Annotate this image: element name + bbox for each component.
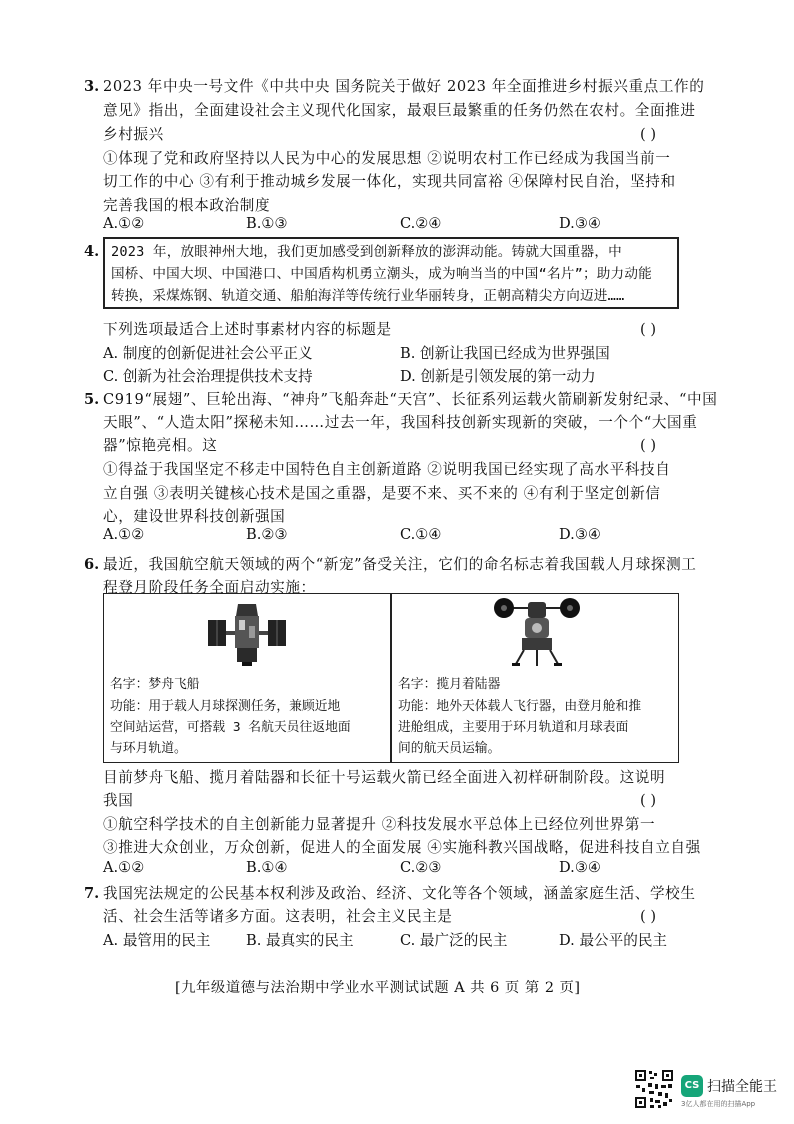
q6-statement-2: ③推进大众创业，万众创新，促进人的全面发展 ④实施科教兴国战略，促进科技自立自强 bbox=[103, 839, 701, 856]
q4-option-d[interactable]: D. 创新是引领发展的第一动力 bbox=[400, 368, 596, 385]
q4-stem: 下列选项最适合上述时事素材内容的标题是 bbox=[103, 321, 392, 338]
q7-option-a[interactable]: A. 最管用的民主 bbox=[103, 932, 211, 949]
q5-answer-blank[interactable]: ( ) bbox=[640, 437, 657, 454]
q7-option-c[interactable]: C. 最广泛的民主 bbox=[400, 932, 508, 949]
q4-material-line-3: 转换，采煤炼钢、轨道交通、船舶海洋等传统行业华丽转身，正朝高精尖方向迈进…… bbox=[111, 288, 625, 304]
q5-statement-2: 立自强 ③表明关键核心技术是国之重器，是要不来、买不来的 ④有利于坚定创新信 bbox=[103, 485, 661, 502]
lanyue-lander-image bbox=[492, 596, 582, 668]
q5-number: 5. bbox=[84, 391, 100, 408]
q5-option-c[interactable]: C.①④ bbox=[400, 526, 442, 543]
q3-line-2: 意见》指出，全面建设社会主义现代化国家，最艰巨最繁重的任务仍然在农村。全面推进 bbox=[103, 102, 696, 119]
q6-after-line-1: 目前梦舟飞船、揽月着陆器和长征十号运载火箭已经全面进入初样研制阶段。这说明 bbox=[103, 769, 666, 786]
q5-line-1: C919“展翅”、巨轮出海、“神舟”飞船奔赴“天宫”、长征系列运载火箭刷新发射纪录、“中国 bbox=[103, 391, 718, 408]
q3-option-a[interactable]: A.①② bbox=[103, 215, 145, 232]
lanyue-function-3: 间的航天员运输。 bbox=[398, 741, 501, 756]
q5-line-2: 天眼”、“人造太阳”探秘未知……过去一年，我国科技创新实现新的突破，一个个“大国重 bbox=[103, 414, 698, 431]
mengzhou-function-1: 功能：用于载人月球探测任务，兼顾近地 bbox=[110, 699, 341, 714]
q3-statement-2: 切工作的中心 ③有利于推动城乡发展一体化，实现共同富裕 ④保障村民自治，坚持和 bbox=[103, 173, 676, 190]
q7-line-1: 我国宪法规定的公民基本权利涉及政治、经济、文化等各个领域，涵盖家庭生活、学校生 bbox=[103, 885, 696, 902]
q6-after-line-2: 我国 bbox=[103, 792, 134, 809]
q4-option-c[interactable]: C. 创新为社会治理提供技术支持 bbox=[103, 368, 313, 385]
q7-answer-blank[interactable]: ( ) bbox=[640, 908, 657, 925]
q4-option-b[interactable]: B. 创新让我国已经成为世界强国 bbox=[400, 345, 610, 362]
q4-answer-blank[interactable]: ( ) bbox=[640, 321, 657, 338]
lanyue-function-1: 功能：地外天体载人飞行器，由登月舱和推 bbox=[398, 699, 642, 714]
q4-material-line-2: 国桥、中国大坝、中国港口、中国盾构机勇立潮头，成为响当当的中国“名片”；助力动能 bbox=[111, 266, 652, 282]
q7-option-b[interactable]: B. 最真实的民主 bbox=[246, 932, 354, 949]
mengzhou-function-3: 与环月轨道。 bbox=[110, 741, 187, 756]
q5-line-3: 器”惊艳亮相。这 bbox=[103, 437, 218, 454]
q6-answer-blank[interactable]: ( ) bbox=[640, 792, 657, 809]
q3-statement-3: 完善我国的根本政治制度 bbox=[103, 197, 271, 214]
q3-option-b[interactable]: B.①③ bbox=[246, 215, 288, 232]
q3-option-d[interactable]: D.③④ bbox=[559, 215, 601, 232]
q5-option-b[interactable]: B.②③ bbox=[246, 526, 288, 543]
q3-answer-blank[interactable]: ( ) bbox=[640, 126, 657, 143]
q7-option-d[interactable]: D. 最公平的民主 bbox=[559, 932, 668, 949]
q5-statement-1: ①得益于我国坚定不移走中国特色自主创新道路 ②说明我国已经实现了高水平科技自 bbox=[103, 461, 671, 478]
q6-line-1: 最近，我国航空航天领域的两个“新宠”备受关注，它们的命名标志着我国载人月球探测工 bbox=[103, 556, 697, 573]
q6-option-b[interactable]: B.①④ bbox=[246, 859, 288, 876]
lanyue-function-2: 进舱组成，主要用于环月轨道和月球表面 bbox=[398, 720, 629, 735]
camscanner-name: 扫描全能王 bbox=[707, 1079, 777, 1095]
q4-number: 4. bbox=[84, 243, 100, 260]
q5-option-a[interactable]: A.①② bbox=[103, 526, 145, 543]
q5-option-d[interactable]: D.③④ bbox=[559, 526, 601, 543]
q4-material-box bbox=[103, 237, 679, 309]
camscanner-logo-icon: CS bbox=[681, 1075, 703, 1097]
q6-option-c[interactable]: C.②③ bbox=[400, 859, 442, 876]
camscanner-tagline: 3亿人都在用的扫描App bbox=[681, 1100, 756, 1108]
q5-statement-3: 心，建设世界科技创新强国 bbox=[103, 508, 286, 525]
q3-line-1: 2023 年中央一号文件《中共中央 国务院关于做好 2023 年全面推进乡村振兴重点工作的 bbox=[103, 78, 705, 95]
q6-option-a[interactable]: A.①② bbox=[103, 859, 145, 876]
q6-statement-1: ①航空科学技术的自主创新能力显著提升 ②科技发展水平总体上已经位列世界第一 bbox=[103, 816, 656, 833]
q6-number: 6. bbox=[84, 556, 100, 573]
q4-material-line-1: 2023 年，放眼神州大地，我们更加感受到创新释放的澎湃动能。铸就大国重器，中 bbox=[111, 244, 622, 260]
q6-line-2: 程登月阶段任务全面启动实施： bbox=[103, 579, 316, 596]
q3-number: 3. bbox=[84, 78, 100, 95]
q7-line-2: 活、社会生活等诸多方面。这表明，社会主义民主是 bbox=[103, 908, 453, 925]
mengzhou-name: 名字：梦舟飞船 bbox=[110, 677, 200, 692]
q3-line-3: 乡村振兴 bbox=[103, 126, 164, 143]
q3-option-c[interactable]: C.②④ bbox=[400, 215, 442, 232]
table-divider bbox=[390, 594, 392, 762]
q6-option-d[interactable]: D.③④ bbox=[559, 859, 601, 876]
spacecraft-table bbox=[103, 593, 679, 763]
page-footer: [九年级道德与法治期中学业水平测试试题 A 共 6 页 第 2 页] bbox=[175, 980, 581, 996]
q3-statement-1: ①体现了党和政府坚持以人民为中心的发展思想 ②说明农村工作已经成为我国当前一 bbox=[103, 150, 671, 167]
qr-code-icon bbox=[634, 1069, 674, 1109]
mengzhou-spacecraft-image bbox=[202, 600, 292, 668]
q4-option-a[interactable]: A. 制度的创新促进社会公平正义 bbox=[103, 345, 313, 362]
q7-number: 7. bbox=[84, 885, 100, 902]
mengzhou-function-2: 空间站运营，可搭载 3 名航天员往返地面 bbox=[110, 720, 351, 735]
lanyue-name: 名字：揽月着陆器 bbox=[398, 677, 501, 692]
